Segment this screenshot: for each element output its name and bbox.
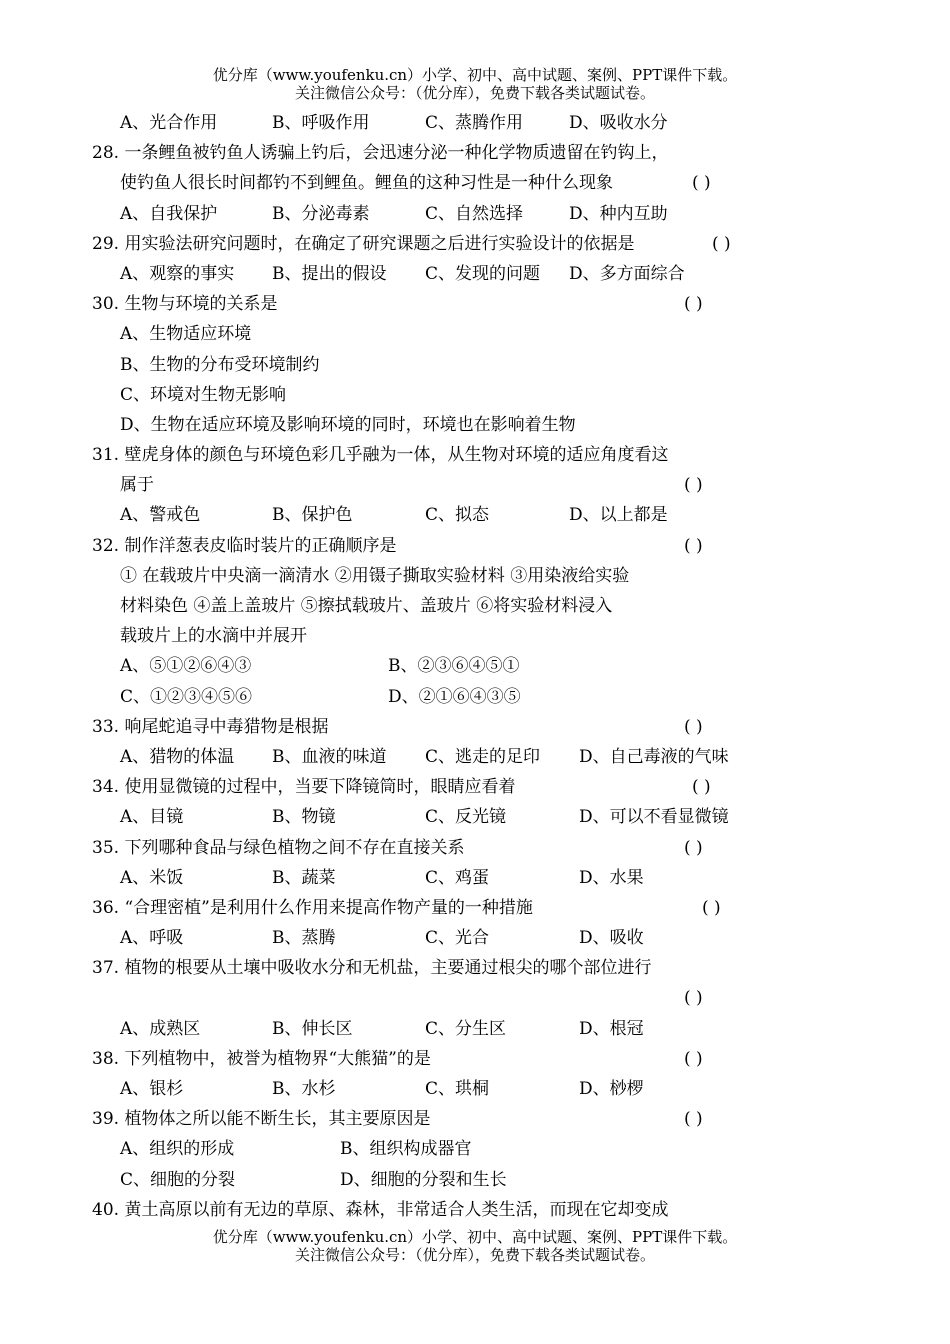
q34-stem — [92, 772, 772, 802]
q29-stem — [92, 229, 772, 259]
option-d: D、自己毒液的气味 — [579, 746, 729, 767]
q28-stem-text: 使钓鱼人很长时间都钓不到鲤鱼。鲤鱼的这种习性是一种什么现象 — [120, 173, 613, 194]
option-b: B、蒸腾 — [272, 928, 336, 949]
header-line-1: 优分库（www.youfenku.cn）小学、初中、高中试题、案例、PPT课件下载。 — [212, 66, 738, 84]
option-b: B、②③⑥④⑤① — [388, 656, 520, 677]
option-a: A、呼吸 — [120, 928, 184, 949]
option-c: C、发现的问题 — [425, 263, 541, 284]
q32-stem-text: 32. 制作洋葱表皮临时装片的正确顺序是 — [92, 535, 397, 556]
q40-stem: 40. 黄土高原以前有无边的草原、森林，非常适合人类生活，而现在它却变成 — [92, 1199, 669, 1220]
option-a: A、目镜 — [120, 807, 184, 828]
answer-blank: ( ) — [702, 897, 721, 918]
q34-stem-text: 34. 使用显微镜的过程中，当要下降镜筒时，眼睛应看着 — [92, 777, 516, 798]
q29-stem-text: 29. 用实验法研究问题时，在确定了研究课题之后进行实验设计的依据是 — [92, 233, 635, 254]
option-c: C、逃走的足印 — [425, 746, 541, 767]
q30-stem-text: 30. 生物与环境的关系是 — [92, 294, 278, 315]
page-header — [0, 66, 950, 102]
option-a: A、组织的形成 — [120, 1139, 235, 1160]
option-d: D、根冠 — [579, 1018, 644, 1039]
q30-stem — [92, 289, 772, 319]
option-d: D、吸收水分 — [569, 113, 668, 133]
option-d: D、可以不看显微镜 — [579, 807, 729, 828]
q33-stem — [92, 712, 772, 742]
answer-blank: ( ) — [684, 837, 703, 858]
answer-blank: ( ) — [684, 535, 703, 556]
q37-stem: 37. 植物的根要从土壤中吸收水分和无机盐，主要通过根尖的哪个部位进行 — [92, 958, 652, 979]
q31-stem-text: 属于 — [120, 475, 154, 496]
option-b: B、伸长区 — [272, 1018, 353, 1039]
option-b: B、物镜 — [272, 807, 336, 828]
option-c: C、鸡蛋 — [425, 867, 490, 888]
header-line-2: 关注微信公众号：（优分库），免费下载各类试题试卷。 — [294, 84, 655, 102]
question-list — [92, 108, 772, 1225]
option-d: D、桫椤 — [579, 1079, 644, 1099]
q38-options — [92, 1074, 772, 1104]
q35-stem — [92, 833, 772, 863]
option-b: B、血液的味道 — [272, 746, 387, 767]
option-c: C、自然选择 — [425, 203, 524, 224]
option-c: C、细胞的分裂 — [120, 1169, 236, 1190]
answer-blank: ( ) — [684, 716, 703, 737]
q33-stem-text: 33. 响尾蛇追寻中毒猎物是根据 — [92, 716, 329, 737]
answer-blank: ( ) — [692, 777, 711, 798]
q37-options — [92, 1014, 772, 1044]
option-c: C、蒸腾作用 — [425, 113, 524, 133]
q36-options — [92, 923, 772, 953]
option-b: B、分泌毒素 — [272, 203, 370, 224]
q31-options — [92, 500, 772, 530]
q31-stem: 31. 壁虎身体的颜色与环境色彩几乎融为一体，从生物对环境的适应角度看这 — [92, 445, 669, 466]
option-b: B、保护色 — [272, 505, 353, 526]
q35-stem-text: 35. 下列哪种食品与绿色植物之间不存在直接关系 — [92, 837, 465, 858]
q30-option-d: D、生物在适应环境及影响环境的同时，环境也在影响着生物 — [120, 414, 576, 435]
q39-options-ab — [92, 1134, 772, 1164]
answer-blank: ( ) — [684, 1048, 703, 1069]
option-a: A、银杉 — [120, 1079, 184, 1099]
q35-options — [92, 863, 772, 893]
q36-stem — [92, 893, 772, 923]
option-c: C、①②③④⑤⑥ — [120, 686, 253, 707]
q28-stem: 28. 一条鲤鱼被钓鱼人诱骗上钓后，会迅速分泌一种化学物质遗留在钓钩上， — [92, 143, 669, 164]
q28-stem-cont — [92, 168, 772, 198]
footer-line-2: 关注微信公众号：（优分库），免费下载各类试题试卷。 — [294, 1246, 655, 1264]
q34-options — [92, 802, 772, 832]
answer-blank: ( ) — [684, 1109, 703, 1130]
page-footer — [0, 1228, 950, 1264]
answer-blank: ( ) — [684, 294, 703, 315]
option-d: D、种内互助 — [569, 203, 668, 224]
q28-options — [92, 199, 772, 229]
q30-option-b: B、生物的分布受环境制约 — [120, 354, 320, 375]
option-d: D、②①⑥④③⑤ — [388, 686, 521, 707]
answer-blank: ( ) — [712, 233, 731, 254]
answer-blank: ( ) — [684, 475, 703, 496]
option-b: B、提出的假设 — [272, 263, 387, 284]
option-c: C、珙桐 — [425, 1079, 490, 1099]
option-a: A、米饭 — [120, 867, 184, 888]
option-a: A、警戒色 — [120, 505, 201, 526]
q33-options — [92, 742, 772, 772]
option-d: D、水果 — [579, 867, 644, 888]
answer-blank: ( ) — [684, 988, 703, 1009]
option-d: D、细胞的分裂和生长 — [340, 1169, 507, 1190]
option-d: D、多方面综合 — [569, 263, 685, 284]
option-d: D、吸收 — [579, 928, 644, 949]
q30-option-a: A、生物适应环境 — [120, 324, 252, 345]
option-c: C、反光镜 — [425, 807, 507, 828]
q39-stem-text: 39. 植物体之所以能不断生长，其主要原因是 — [92, 1109, 431, 1130]
q32-steps-2: 材料染色 ④盖上盖玻片 ⑤擦拭载玻片、盖玻片 ⑥将实验材料浸入 — [120, 596, 613, 616]
option-a: A、成熟区 — [120, 1018, 201, 1039]
q39-options-cd — [92, 1165, 772, 1195]
option-b: B、蔬菜 — [272, 867, 336, 888]
q27-options — [92, 108, 772, 138]
option-c: C、拟态 — [425, 505, 490, 526]
q32-steps-1: ① 在载玻片中央滴一滴清水 ②用镊子撕取实验材料 ③用染液给实验 — [120, 565, 630, 586]
q30-option-c: C、环境对生物无影响 — [120, 384, 287, 405]
option-b: B、水杉 — [272, 1079, 336, 1099]
q39-stem — [92, 1104, 772, 1134]
q38-stem — [92, 1044, 772, 1074]
q31-stem-cont — [92, 470, 772, 500]
option-a: A、光合作用 — [120, 113, 218, 133]
q32-steps-3: 载玻片上的水滴中并展开 — [120, 626, 307, 647]
option-c: C、光合 — [425, 928, 490, 949]
q36-stem-text: 36. “合理密植”是利用什么作用来提高作物产量的一种措施 — [92, 897, 533, 918]
q37-blank-line — [92, 983, 772, 1013]
q38-stem-text: 38. 下列植物中，被誉为植物界“大熊猫”的是 — [92, 1048, 431, 1069]
q32-options-cd — [92, 682, 772, 712]
answer-blank: ( ) — [692, 173, 711, 194]
option-a: A、自我保护 — [120, 203, 218, 224]
option-b: B、组织构成器官 — [340, 1139, 472, 1160]
option-c: C、分生区 — [425, 1018, 507, 1039]
option-b: B、呼吸作用 — [272, 113, 370, 133]
option-a: A、观察的事实 — [120, 263, 235, 284]
q32-stem — [92, 531, 772, 561]
option-d: D、以上都是 — [569, 505, 668, 526]
q32-options-ab — [92, 651, 772, 681]
option-a: A、猎物的体温 — [120, 746, 235, 767]
q29-options — [92, 259, 772, 289]
option-a: A、⑤①②⑥④③ — [120, 656, 252, 677]
footer-line-1: 优分库（www.youfenku.cn）小学、初中、高中试题、案例、PPT课件下载。 — [212, 1228, 738, 1246]
